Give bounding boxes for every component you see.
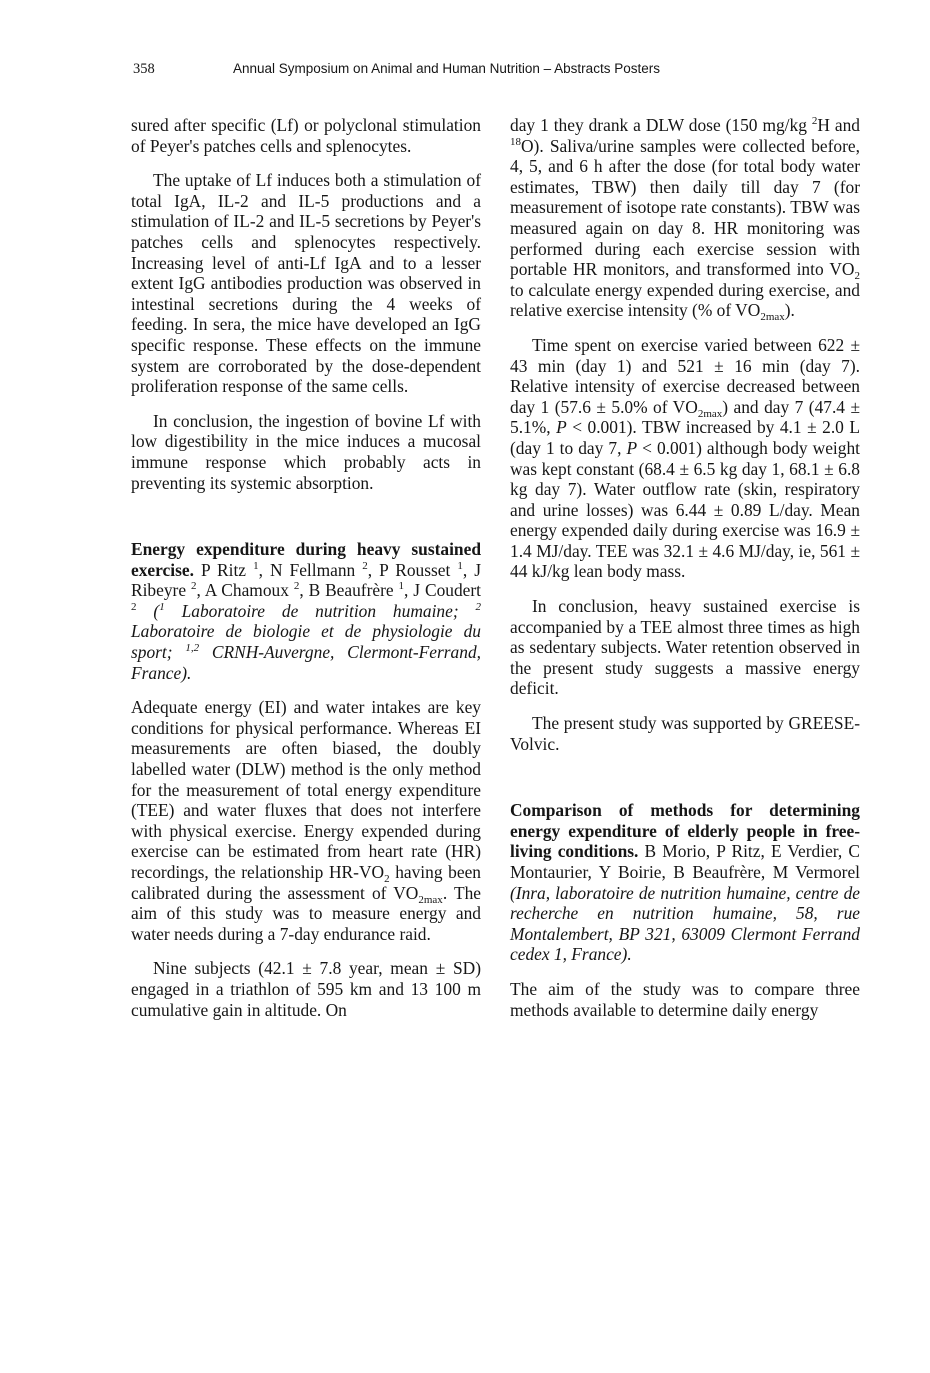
paragraph-results: The uptake of Lf induces both a stimulation of total IgA, IL-2 and IL-5 productions and a stimulation of IL-2 and IL-5 secretions by Peyer's patches cells and splenocytes respectively. Increasing level of anti-Lf IgA and to a lesser extent IgG antibodies production was observed in intestinal secretions during the 4 weeks of feeding. In sera, the mice have developed an IgG specific response. These effects on the immune system are corroborated by the dose-dependent proliferation response of the same cells. [131, 170, 481, 397]
affil-mark: 1 [159, 600, 165, 613]
affil-mark: 2 [190, 580, 197, 593]
article-title: Comparison of methods for determining energy expenditure of elderly people in free-living conditions. [510, 800, 860, 862]
paragraph-conclusion: In conclusion, the ingestion of bovine Lf with low digestibility in the mice induces a mucosal immune response which probably acts in preventing its systemic absorption. [131, 410, 481, 493]
paragraph-acknowledgement: The present study was supported by GREESE-Volvic. [510, 713, 860, 754]
text-run: O). Saliva/urine samples were collected before, 4, 5, and 6 h after the dose (for total body water estimates, TBW) then daily till day 7 (for measurement of isotope rate constants). TBW was measured again on day 8. HR monitoring was performed during each exercise session with portable HR monitors, and transformed into VO [510, 135, 860, 280]
text-run: ). [784, 300, 795, 321]
superscript: 2 [811, 115, 818, 127]
paragraph-methods [510, 115, 860, 324]
left-column [131, 115, 481, 1034]
article-title-block [510, 800, 860, 965]
right-column [510, 115, 860, 1034]
affiliation-2: Laboratoire de biologie et de physiologie du sport; [131, 621, 481, 663]
subscript: 2max [418, 893, 443, 906]
text-run: ) and day 7 (47.4 ± 5.1%, [510, 396, 860, 438]
affil-mark: 1 [398, 580, 405, 593]
text-run: H and [817, 115, 860, 135]
superscript: 18 [510, 135, 521, 148]
text-run: to calculate energy expended during exercise, and relative exercise intensity (% of VO [510, 279, 860, 321]
page-number: 358 [133, 61, 155, 77]
author-ritz: P Ritz [193, 559, 254, 580]
affil-mark: 1 [457, 559, 463, 572]
paragraph-introduction [131, 697, 481, 944]
text-run: day 1 they drank a DLW dose (150 mg/kg [510, 115, 812, 135]
text-run: having been calibrated during the assessment of VO [131, 862, 481, 903]
subscript: 2 [384, 873, 390, 885]
running-title: Annual Symposium on Animal and Human Nutrition – Abstracts Posters [233, 61, 660, 76]
subscript: 2max [697, 407, 723, 420]
affil-mark: 1,2 [185, 642, 200, 655]
author-coudert: , J Coudert [404, 580, 481, 601]
affiliation-open: ( [136, 600, 160, 621]
text-run: < 0.001) although body weight was kept constant (68.4 ± 6.5 kg day 1, 68.1 ± 6.8 kg day 7). Water outflow rate (skin, respiratory and urine losses) was 6.44 ± 0.89 L/day. Mean energy expended daily during exercise was 16.9 ± 1.4 MJ/day. TEE was 32.1 ± 4.6 MJ/day, ie, 561 ± 44 kJ/kg lean body mass. [510, 437, 860, 582]
author-chamoux: , A Chamoux [196, 580, 294, 601]
article-title: Energy expenditure during heavy sustained exercise. [131, 539, 481, 580]
article-heading-energy-expenditure [131, 539, 481, 683]
author-rousset: , P Rousset [367, 559, 458, 580]
italic-p: P [556, 417, 567, 438]
author-fellmann: , N Fellmann [258, 559, 363, 580]
affil-mark: 1 [253, 559, 259, 572]
affil-mark: 2 [293, 580, 300, 593]
paragraph-results-2 [510, 335, 860, 582]
article-affiliation: (Inra, laboratoire de nutrition humaine, centre de recherche en nutrition humaine, 58, rue Montalembert, BP 321, 63009 Clermont Ferrand cedex 1, France). [510, 882, 860, 965]
affil-mark: 2 [362, 559, 368, 572]
article-title-block [131, 539, 481, 683]
subscript: 2 [854, 270, 860, 283]
text-run: Time spent on exercise varied between 622 ± 43 min (day 1) and 521 ± 16 min (day 7). Relative intensity of exercise decreased between day 1 (57.6 ± 5.0% of VO [510, 334, 860, 417]
paragraph-conclusion-2: In conclusion, heavy sustained exercise is accompanied by a TEE almost three times as high as sedentary subjects. Water retention observed in the present study suggests a massive energy deficit. [510, 596, 860, 699]
subscript: 2max [760, 311, 785, 324]
page-header [133, 57, 833, 81]
paragraph-aim: The aim of the study was to compare three methods available to determine daily energy [510, 978, 860, 1020]
article-authors: B Morio, P Ritz, E Verdier, C Montaurier, Y Boirie, B Beaufrère, M Vermorel [510, 841, 860, 882]
author-ribeyre: , J Ribeyre [131, 559, 481, 601]
text-run: Adequate energy (EI) and water intakes are key conditions for physical performance. Whereas EI measurements are often biased, the doubly labelled water (DLW) method is the only method for the measurement of total energy expenditure (TEE) and water fluxes that does not interfere with physical exercise. Energy expended during exercise can be estimated from heart rate (HR) recordings, the relationship HR-VO [131, 697, 481, 882]
text-run: < 0.001). TBW increased by 4.1 ± 2.0 L (day 1 to day 7, [510, 417, 860, 458]
affil-mark: 2 [475, 600, 482, 613]
italic-p: P [626, 437, 638, 458]
affil-mark: 2 [131, 600, 137, 613]
affiliation-1: Laboratoire de nutrition humaine; [164, 600, 476, 621]
text-run: . The aim of this study was to measure energy and water needs during a 7-day endurance raid. [131, 882, 481, 944]
article-heading-comparison-methods [510, 800, 860, 965]
author-beaufrere: , B Beaufrère [299, 580, 399, 601]
paragraph-continuation: sured after specific (Lf) or polyclonal stimulation of Peyer's patches cells and splenocytes. [131, 115, 481, 156]
paragraph-methods-start: Nine subjects (42.1 ± 7.8 year, mean ± SD) engaged in a triathlon of 595 km and 13 100 m cumulative gain in altitude. On [131, 958, 481, 1020]
affiliation-3: CRNH-Auvergne, Clermont-Ferrand, France). [131, 642, 481, 683]
